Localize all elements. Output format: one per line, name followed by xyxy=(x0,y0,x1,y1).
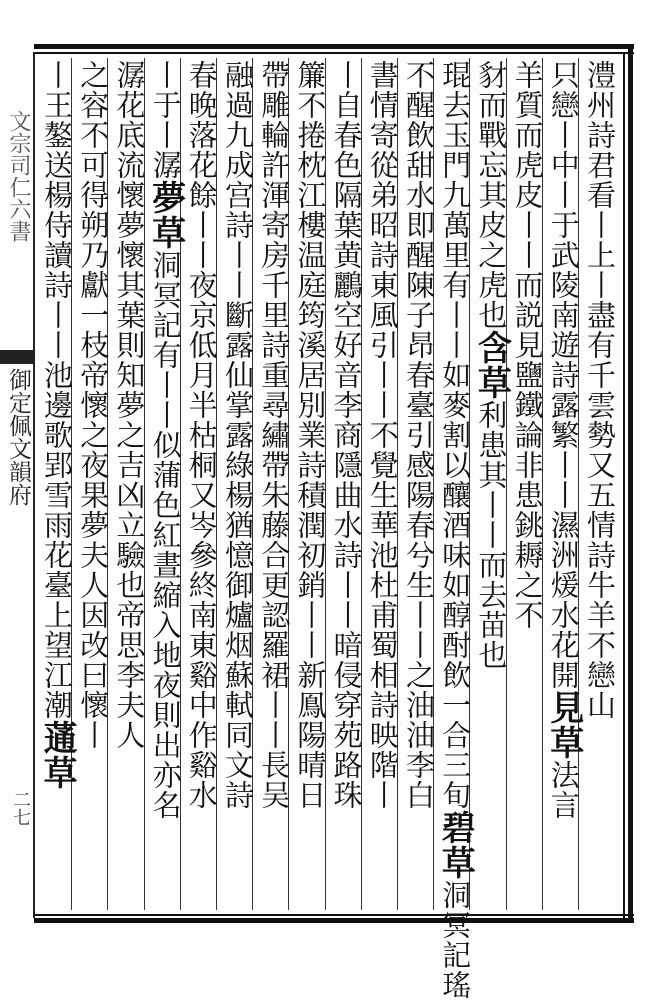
entry-headword: 碧草 xyxy=(435,810,476,880)
frame-top-inner-border xyxy=(34,52,634,54)
column-text: 澧州詩君看丨上丨盡有千雲勢又五情詩牛羊不戀山 xyxy=(583,60,617,720)
column-text: 只戀丨中丨于武陵南遊詩露繁丨丨濕洲煖水花開 xyxy=(546,60,581,690)
fold-fishtail-mark xyxy=(0,350,34,364)
column-text: 羊質而虎皮丨丨而説見 xyxy=(510,60,545,360)
column-text: 洞冥記有丨丨似蒲色紅晝縮入地夜則出亦名 xyxy=(148,250,183,820)
text-column xyxy=(254,60,294,915)
entry-headword: 含草 xyxy=(471,330,512,400)
frame-bottom-border xyxy=(34,918,634,923)
column-text: 丨于丨潺 xyxy=(148,60,183,180)
column-text: 簾不捲枕江樓温庭筠溪居別業詩積潤初銷丨丨新鳯陽晴日 xyxy=(293,60,328,810)
frame-top-border xyxy=(34,44,634,49)
text-column xyxy=(435,60,476,1000)
text-column xyxy=(182,60,222,915)
entry-headword: 見草 xyxy=(543,690,584,760)
text-column xyxy=(508,60,548,915)
column-text: 丨自春色隔葉黄鸝空好音李商隱曲水詩丨丨暗侵穿苑路珠 xyxy=(329,60,364,810)
text-column xyxy=(146,60,186,915)
entry-headword: 蓪草 xyxy=(37,720,77,790)
text-column xyxy=(109,60,149,915)
column-text: 融過九成宫詩丨丨斷露仙掌露綠楊猶憶御爐烟蘇軾同文詩 xyxy=(221,60,255,810)
column-text: 潺花底流 xyxy=(112,60,147,180)
page-number: 二七 xyxy=(10,790,31,826)
entry-headword: 夢草 xyxy=(145,180,186,250)
column-text: 不醒飲甜水即醒陳子昂春臺引感陽春兮生丨丨之油油李白 xyxy=(402,60,436,810)
column-text: 春晚落花餘丨丨夜京低月半枯桐又岑參終南東谿中作谿水 xyxy=(184,60,219,810)
fold-line xyxy=(33,52,35,918)
fold-cut-text: 文宗司仁六書 xyxy=(6,110,31,242)
text-column xyxy=(290,60,330,915)
column-text: 豺而戰忘其皮之虎也 xyxy=(474,60,509,330)
frame-right-border xyxy=(628,44,633,923)
column-text: 書情寄從弟昭詩東風引丨丨不覺生華池杜甫蜀相詩映階丨 xyxy=(365,60,400,810)
column-text: 鹽鐵論非患銚耨之不 xyxy=(510,360,545,630)
text-column xyxy=(37,60,77,915)
column-text: 帶雕輪許渾寄房千里詩重尋繡帶朱藤合更認羅裙丨丨長吴 xyxy=(257,60,292,810)
text-column xyxy=(471,60,511,915)
column-text: 洞冥記瑤 xyxy=(438,880,473,1000)
column-text: 利患其丨丨而去苗也 xyxy=(474,400,509,670)
text-column xyxy=(363,60,403,915)
text-column xyxy=(580,60,620,915)
text-column xyxy=(399,60,439,915)
column-text: 丨王鏊送楊侍讀詩丨丨池邊歌郢雪雨花臺上望江潮 xyxy=(40,60,74,720)
text-column xyxy=(73,60,113,915)
frame-right-inner-border xyxy=(623,52,625,918)
fold-margin xyxy=(0,50,34,918)
column-text: 懷夢懷其葉則知夢之吉凶立驗也帝思李夫人 xyxy=(112,180,147,750)
column-text: 之容不可得朔乃獻一枝帝懷之夜果夢夫人因改曰懷丨 xyxy=(76,60,111,750)
column-text: 琨去玉門九萬里有丨丨如麥割以釀酒味如醇酎飲一合三旬 xyxy=(438,60,473,810)
column-text: 法言 xyxy=(546,760,581,820)
book-title: 御定佩文韻府 xyxy=(5,368,31,506)
text-column xyxy=(544,60,584,915)
text-column xyxy=(327,60,367,915)
text-column xyxy=(218,60,258,915)
